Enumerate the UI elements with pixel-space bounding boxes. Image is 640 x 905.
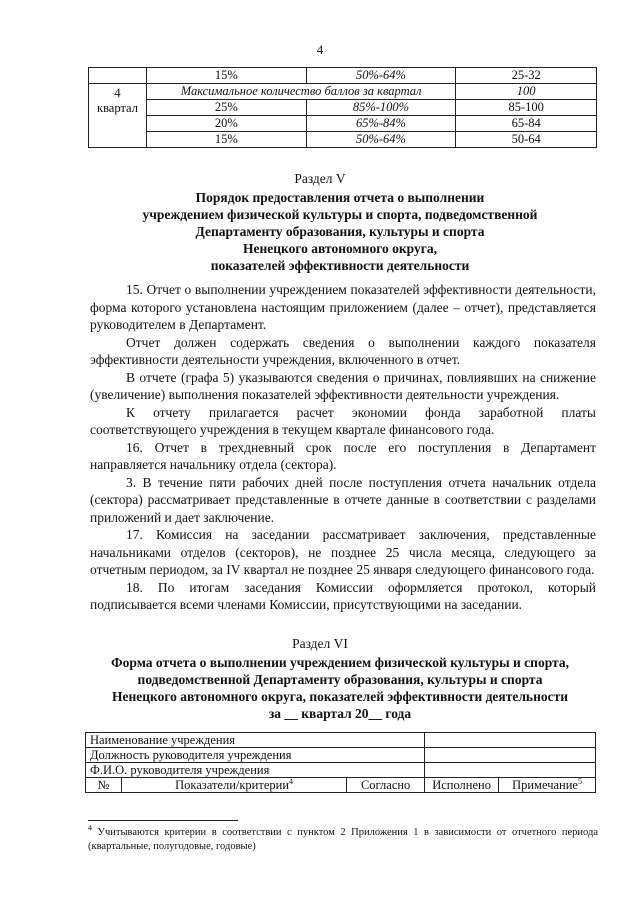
footnote-text: Учитываются критерии в соответствии с пунктом 2 Приложения 1 в зависимости от отчетного периода (квартальные, полугодовые, годовые)	[88, 827, 598, 852]
heading-line: подведомственной Департаменту образования, культуры и спорта	[137, 672, 543, 687]
heading-line: Форма отчета о выполнении учреждением физической культуры и спорта,	[111, 655, 569, 670]
footnote	[88, 823, 598, 854]
field-label: Наименование учреждения	[86, 733, 425, 748]
paragraph: В отчете (графа 5) указываются сведения о причинах, повлиявших на снижение (увеличение) выполнения показателей эффективности деятельности учреждения.	[90, 369, 596, 402]
table-cell: Максимальное количество баллов за квартал	[146, 84, 455, 100]
table-cell: 15%	[146, 132, 306, 148]
table-cell: 20%	[146, 116, 306, 132]
table-cell: 85%-100%	[306, 100, 456, 116]
heading-line: за __ квартал 20__ года	[268, 706, 412, 721]
field-label: Должность руководителя учреждения	[86, 748, 425, 763]
field-value[interactable]	[425, 763, 596, 778]
section-heading	[90, 189, 590, 274]
paragraph: 16. Отчет в трехдневный срок после его поступления в Департамент направляется начальнику отдела (сектора).	[90, 439, 596, 472]
table-cell: 65%-84%	[306, 116, 456, 132]
table-row	[89, 68, 597, 84]
paragraph: Отчет должен содержать сведения о выполнении каждого показателя эффективности деятельности учреждения, включенного в отчет.	[90, 334, 596, 367]
paragraph: 3. В течение пяти рабочих дней после поступления отчета начальник отдела (сектора) рассматривает представленные в отчете данные в соответствии с разделами приложений и дает заключение.	[90, 474, 596, 525]
header-agreed: Согласно	[347, 778, 425, 793]
heading-line: Ненецкого автономного округа,	[243, 241, 437, 256]
table-row	[89, 84, 597, 100]
table-header-row	[86, 778, 596, 793]
header-no: №	[86, 778, 122, 793]
section-label: Раздел V	[294, 171, 346, 186]
table-cell: 25%	[146, 100, 306, 116]
table-cell: 100	[456, 84, 597, 100]
heading-line: Порядок предоставления отчета о выполнении	[195, 190, 485, 205]
section-heading	[60, 654, 620, 722]
table-cell: 15%	[146, 68, 306, 84]
table-cell	[89, 68, 147, 84]
field-value[interactable]	[425, 748, 596, 763]
table-row	[89, 100, 597, 116]
table-row	[86, 763, 596, 778]
heading-line: Департаменту образования, культуры и спорта	[195, 224, 485, 239]
footnote-marker: 4	[88, 823, 92, 833]
field-label: Ф.И.О. руководителя учреждения	[86, 763, 425, 778]
footnote-divider	[88, 820, 238, 821]
section-label: Раздел VI	[292, 636, 348, 651]
paragraph: 17. Комиссия на заседании рассматривает заключения, представленные начальниками отделов (секторов), не позднее 25 числа месяца, следующего за отчетным периодом, за IV квартал не позднее 25 января следующего финансового года.	[90, 527, 596, 577]
heading-line: Ненецкого автономного округа, показателей эффективности деятельности	[112, 689, 568, 704]
table-row	[89, 132, 597, 148]
report-form-table	[85, 732, 596, 793]
paragraph: 18. По итогам заседания Комиссии оформляется протокол, который подписывается всеми членами Комиссии, присутствующими на заседании.	[90, 579, 596, 612]
header-executed: Исполнено	[425, 778, 499, 793]
table-cell: 65-84	[456, 116, 597, 132]
table-cell: 85-100	[456, 100, 597, 116]
table-cell: 50%-64%	[306, 68, 456, 84]
table-cell: 25-32	[456, 68, 597, 84]
table-row	[89, 116, 597, 132]
field-value[interactable]	[425, 733, 596, 748]
heading-line: показателей эффективности деятельности	[210, 258, 470, 273]
header-note: Примечание$^5$	[499, 778, 596, 793]
section-body	[90, 281, 596, 614]
table-cell: 50%-64%	[306, 132, 456, 148]
paragraph: 15. Отчет о выполнении учреждением показателей эффективности деятельности, форма которого установлена настоящим приложением (далее – отчет), представляется руководителем в Департамент.	[90, 282, 596, 332]
table-cell: 50-64	[456, 132, 597, 148]
heading-line: учреждением физической культуры и спорта, подведомственной	[142, 207, 538, 222]
table-row	[86, 733, 596, 748]
table-row	[86, 748, 596, 763]
paragraph: К отчету прилагается расчет экономии фонда заработной платы соответствующего учреждения в текущем квартале финансового года.	[90, 404, 596, 437]
quarter-cell: 4 квартал	[89, 84, 147, 148]
page-number: 4	[316, 42, 324, 57]
header-criteria: Показатели/критерии$^4$	[121, 778, 346, 793]
rating-table	[88, 67, 597, 148]
